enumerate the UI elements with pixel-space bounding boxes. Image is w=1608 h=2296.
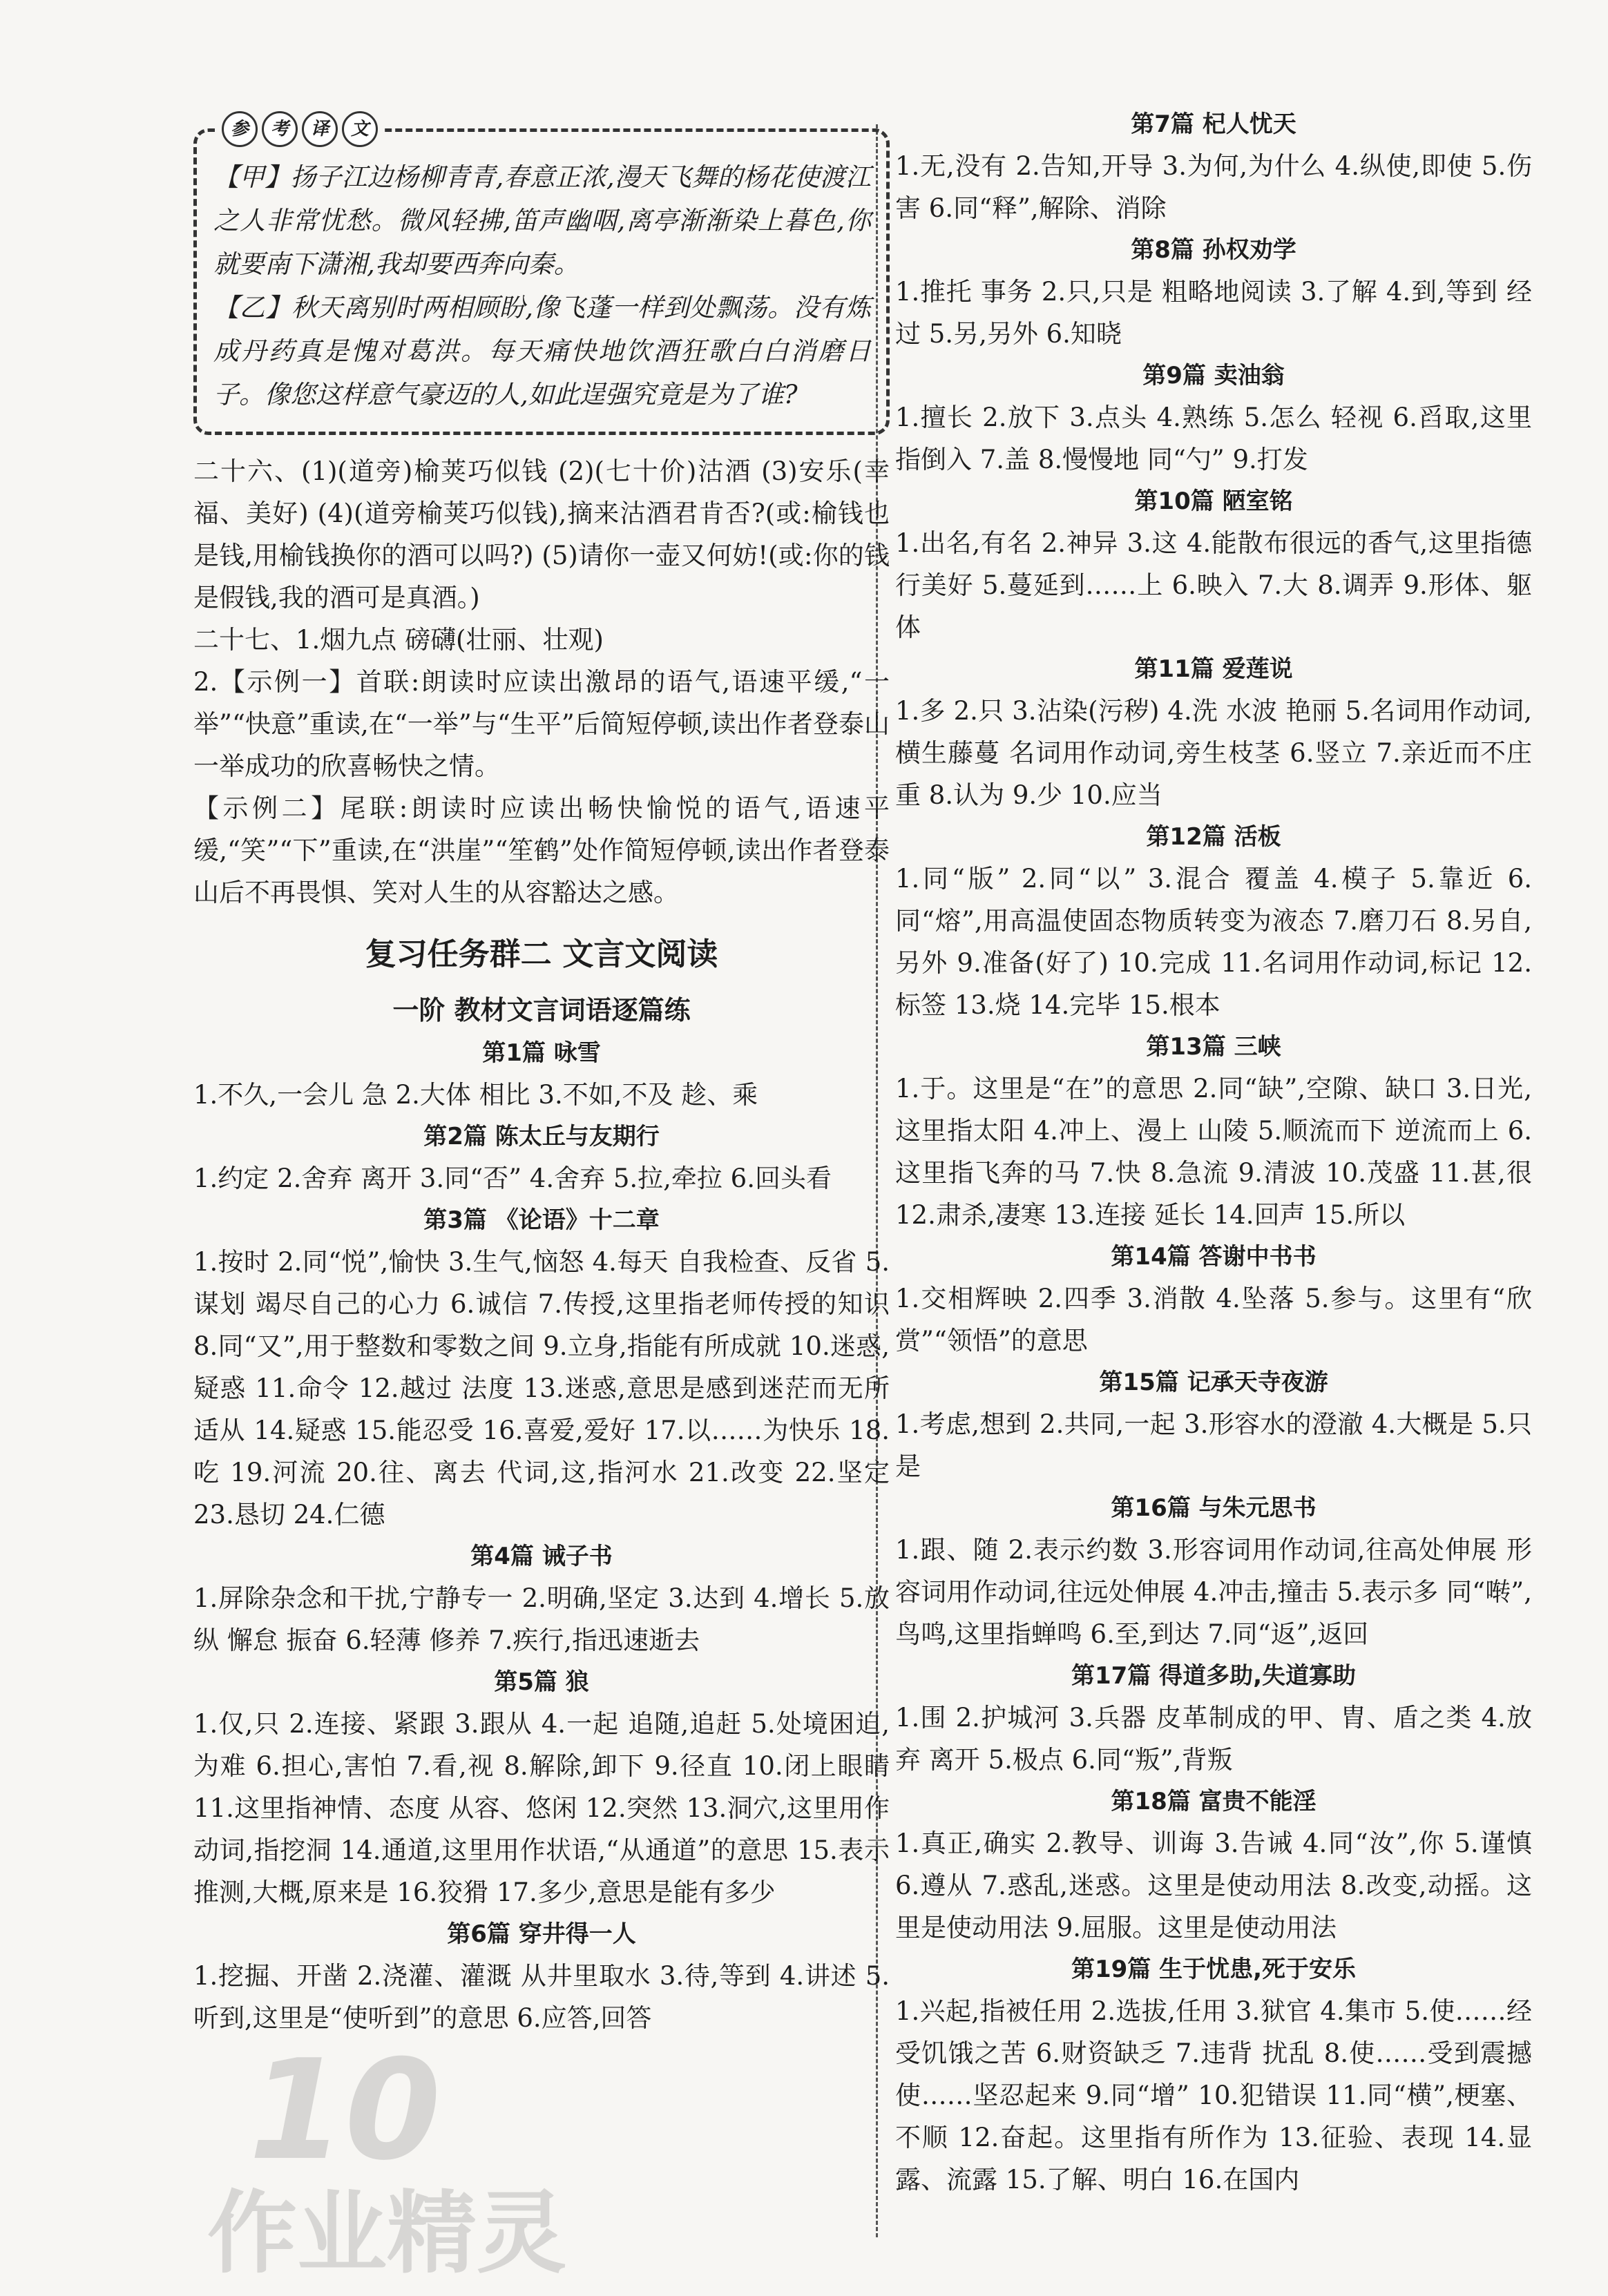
section-answers: 1.擅长 2.放下 3.点头 4.熟练 5.怎么 轻视 6.舀取,这里指倒入 7.盖 8.慢慢地 同“勺” 9.打发 — [895, 403, 1532, 474]
section-heading: 第5篇 狼 — [494, 1668, 589, 1696]
section-heading: 第6篇 穿井得一人 — [447, 1920, 636, 1948]
answer-27-2-example-1: 2.【示例一】首联:朗读时应读出激昂的语气,语速平缓,“一举”“快意”重读,在“一举”与“生平”后简短停顿,读出作者登泰山一举成功的欣喜畅快之情。 — [193, 667, 890, 781]
section-answers: 1.无,没有 2.告知,开导 3.为何,为什么 4.纵使,即使 5.伤害 6.同“释”,解除、消除 — [895, 151, 1532, 223]
translation-jia: 【甲】扬子江边杨柳青青,春意正浓,漫天飞舞的杨花使渡江之人非常忧愁。微风轻拂,笛声幽咽,离亭渐渐染上暮色,你就要南下潇湘,我却要西奔向秦。 — [213, 162, 871, 279]
section-heading: 第16篇 与朱元思书 — [1111, 1494, 1317, 1522]
section-heading: 第15篇 记承天寺夜游 — [1099, 1369, 1328, 1396]
answer-26: 二十六、(1)(道旁)榆荚巧似钱 (2)(七十价)沽酒 (3)安乐(幸福、美好) (4)(道旁榆荚巧似钱),摘来沽酒君肯否?(或:榆钱也是钱,用榆钱换你的酒可以吗?) (5)请你一壶又何妨!(或:你的钱是假钱,我的酒可是真酒。) — [193, 456, 890, 612]
right-column — [895, 104, 1532, 2201]
section-answers: 1.兴起,指被任用 2.选拔,任用 3.狱官 4.集市 5.使……经受饥饿之苦 6.财资缺乏 7.违背 扰乱 8.使……受到震撼 使……坚忍起来 9.同“增” 10.犯错误 11.同“横”,梗塞、不顺 12.奋起。这里指有所作为 13.征验、表现 14.显露、流露 15.了解、明白 16.在国内 — [895, 1996, 1532, 2194]
tag-char: 参 — [222, 111, 258, 147]
section-answers: 1.按时 2.同“悦”,愉快 3.生气,恼怒 4.每天 自我检查、反省 5.谋划 竭尽自己的心力 6.诚信 7.传授,这里指老师传授的知识 8.同“又”,用于整数和零数之间 9.立身,指能有所成就 10.迷惑,疑惑 11.命令 12.越过 法度 13.迷惑,意思是感到迷茫而无所适从 14.疑惑 15.能忍受 16.喜爱,爱好 17.以……为快乐 18.吃 19.河流 20.往、离去 代词,这,指河水 21.改变 22.坚定 23.恳切 24.仁德 — [193, 1247, 890, 1530]
section-answers: 1.真正,确实 2.教导、训诲 3.告诫 4.同“汝”,你 5.谨慎 6.遵从 7.惑乱,迷惑。这里是使动用法 8.改变,动摇。这里是使动用法 9.屈服。这里是使动用法 — [895, 1829, 1532, 1942]
section-answers: 1.跟、随 2.表示约数 3.形容词用作动词,往高处伸展 形容词用作动词,往远处伸展 4.冲击,撞击 5.表示多 同“啭”,鸟鸣,这里指蝉鸣 6.至,到达 7.同“返”,返回 — [895, 1535, 1532, 1649]
section-heading: 第9篇 卖油翁 — [1142, 362, 1285, 389]
section-heading: 第2篇 陈太丘与友期行 — [423, 1123, 660, 1150]
left-column — [193, 104, 890, 2039]
section-answers: 1.屏除杂念和干扰,宁静专一 2.明确,坚定 3.达到 4.增长 5.放纵 懈怠 振奋 6.轻薄 修养 7.疾行,指迅速逝去 — [193, 1583, 890, 1655]
section-heading: 第12篇 活板 — [1146, 823, 1281, 851]
section-answers: 1.围 2.护城河 3.兵器 皮革制成的甲、胄、盾之类 4.放弃 离开 5.极点 6.同“叛”,背叛 — [895, 1703, 1532, 1775]
tag-char: 译 — [302, 111, 338, 147]
section-answers: 1.仅,只 2.连接、紧跟 3.跟从 4.一起 追随,追赶 5.处境困迫,为难 6.担心,害怕 7.看,视 8.解除,卸下 9.径直 10.闭上眼睛 11.这里指神情、态度 从容、悠闲 12.突然 13.洞穴,这里用作动词,指挖洞 14.通道,这里用作状语,“从通道”的意思 15.表示推测,大概,原来是 16.狡猾 17.多少,意思是能有多少 — [193, 1709, 890, 1907]
translation-yi: 【乙】秋天离别时两相顾盼,像飞蓬一样到处飘荡。没有炼成丹药真是愧对葛洪。每天痛快地饮酒狂歌白白消磨日子。像您这样意气豪迈的人,如此逞强究竟是为了谁? — [213, 293, 871, 409]
reference-translation-box — [193, 119, 890, 435]
section-heading: 第3篇 《论语》十二章 — [423, 1206, 660, 1234]
section-heading: 第10篇 陋室铭 — [1134, 488, 1293, 515]
section-heading: 第8篇 孙权劝学 — [1131, 236, 1296, 264]
section-answers: 1.同“版” 2.同“以” 3.混合 覆盖 4.模子 5.靠近 6.同“熔”,用高温使固态物质转变为液态 7.磨刀石 8.另自,另外 9.准备(好了) 10.完成 11.名词用作动词,标记 12.标签 13.烧 14.完毕 15.根本 — [895, 864, 1532, 1020]
section-heading: 第17篇 得道多助,失道寡助 — [1071, 1662, 1357, 1690]
section-answers: 1.考虑,想到 2.共同,一起 3.形容水的澄澈 4.大概是 5.只是 — [895, 1409, 1532, 1481]
main-section-title: 复习任务群二 文言文阅读 — [365, 936, 718, 972]
sub-section-title: 一阶 教材文言词语逐篇练 — [392, 995, 691, 1025]
tag-char: 考 — [262, 111, 298, 147]
section-answers: 1.多 2.只 3.沾染(污秽) 4.洗 水波 艳丽 5.名词用作动词,横生藤蔓 名词用作动词,旁生枝茎 6.竖立 7.亲近而不庄重 8.认为 9.少 10.应当 — [895, 696, 1532, 810]
section-heading: 第1篇 咏雪 — [482, 1039, 601, 1067]
tag-char: 文 — [342, 111, 378, 147]
section-heading: 第4篇 诫子书 — [470, 1543, 613, 1570]
section-answers: 1.出名,有名 2.神异 3.这 4.能散布很远的香气,这里指德行美好 5.蔓延到……上 6.映入 7.大 8.调弄 9.形体、躯体 — [895, 528, 1532, 642]
section-heading: 第14篇 答谢中书书 — [1111, 1243, 1317, 1271]
answer-27-2-example-2: 【示例二】尾联:朗读时应读出畅快愉悦的语气,语速平缓,“笑”“下”重读,在“洪崖”“笙鹤”处作简短停顿,读出作者登泰山后不再畏惧、笑对人生的从容豁达之感。 — [193, 793, 890, 907]
section-heading: 第19篇 生于忧患,死于安乐 — [1071, 1956, 1357, 1983]
section-answers: 1.挖掘、开凿 2.浇灌、灌溉 从井里取水 3.待,等到 4.讲述 5.听到,这里是“使听到”的意思 6.应答,回答 — [193, 1961, 890, 2033]
section-answers: 1.于。这里是“在”的意思 2.同“缺”,空隙、缺口 3.日光,这里指太阳 4.冲上、漫上 山陵 5.顺流而下 逆流而上 6.这里指飞奔的马 7.快 8.急流 9.清波 10.茂盛 11.甚,很 12.肃杀,凄寒 13.连接 延长 14.回声 15.所以 — [895, 1074, 1532, 1230]
section-answers: 1.不久,一会儿 急 2.大体 相比 3.不如,不及 趁、乘 — [193, 1080, 758, 1110]
section-answers: 1.推托 事务 2.只,只是 粗略地阅读 3.了解 4.到,等到 经过 5.另,另外 6.知晓 — [895, 277, 1532, 349]
section-heading: 第7篇 杞人忧天 — [1131, 110, 1296, 138]
reference-translation-tag — [215, 111, 385, 147]
section-answers: 1.交相辉映 2.四季 3.消散 4.坠落 5.参与。这里有“欣赏”“领悟”的意思 — [895, 1284, 1532, 1356]
section-heading: 第11篇 爱莲说 — [1134, 655, 1293, 683]
section-answers: 1.约定 2.舍弃 离开 3.同“否” 4.舍弃 5.拉,牵拉 6.回头看 — [193, 1164, 832, 1193]
section-heading: 第13篇 三峡 — [1146, 1033, 1281, 1061]
answer-27-1: 二十七、1.烟九点 磅礴(壮丽、壮观) — [193, 625, 604, 655]
section-heading: 第18篇 富贵不能淫 — [1111, 1788, 1317, 1815]
page-number-watermark: 10 — [249, 2030, 441, 2191]
brand-watermark: 作业精灵 — [207, 2181, 567, 2286]
